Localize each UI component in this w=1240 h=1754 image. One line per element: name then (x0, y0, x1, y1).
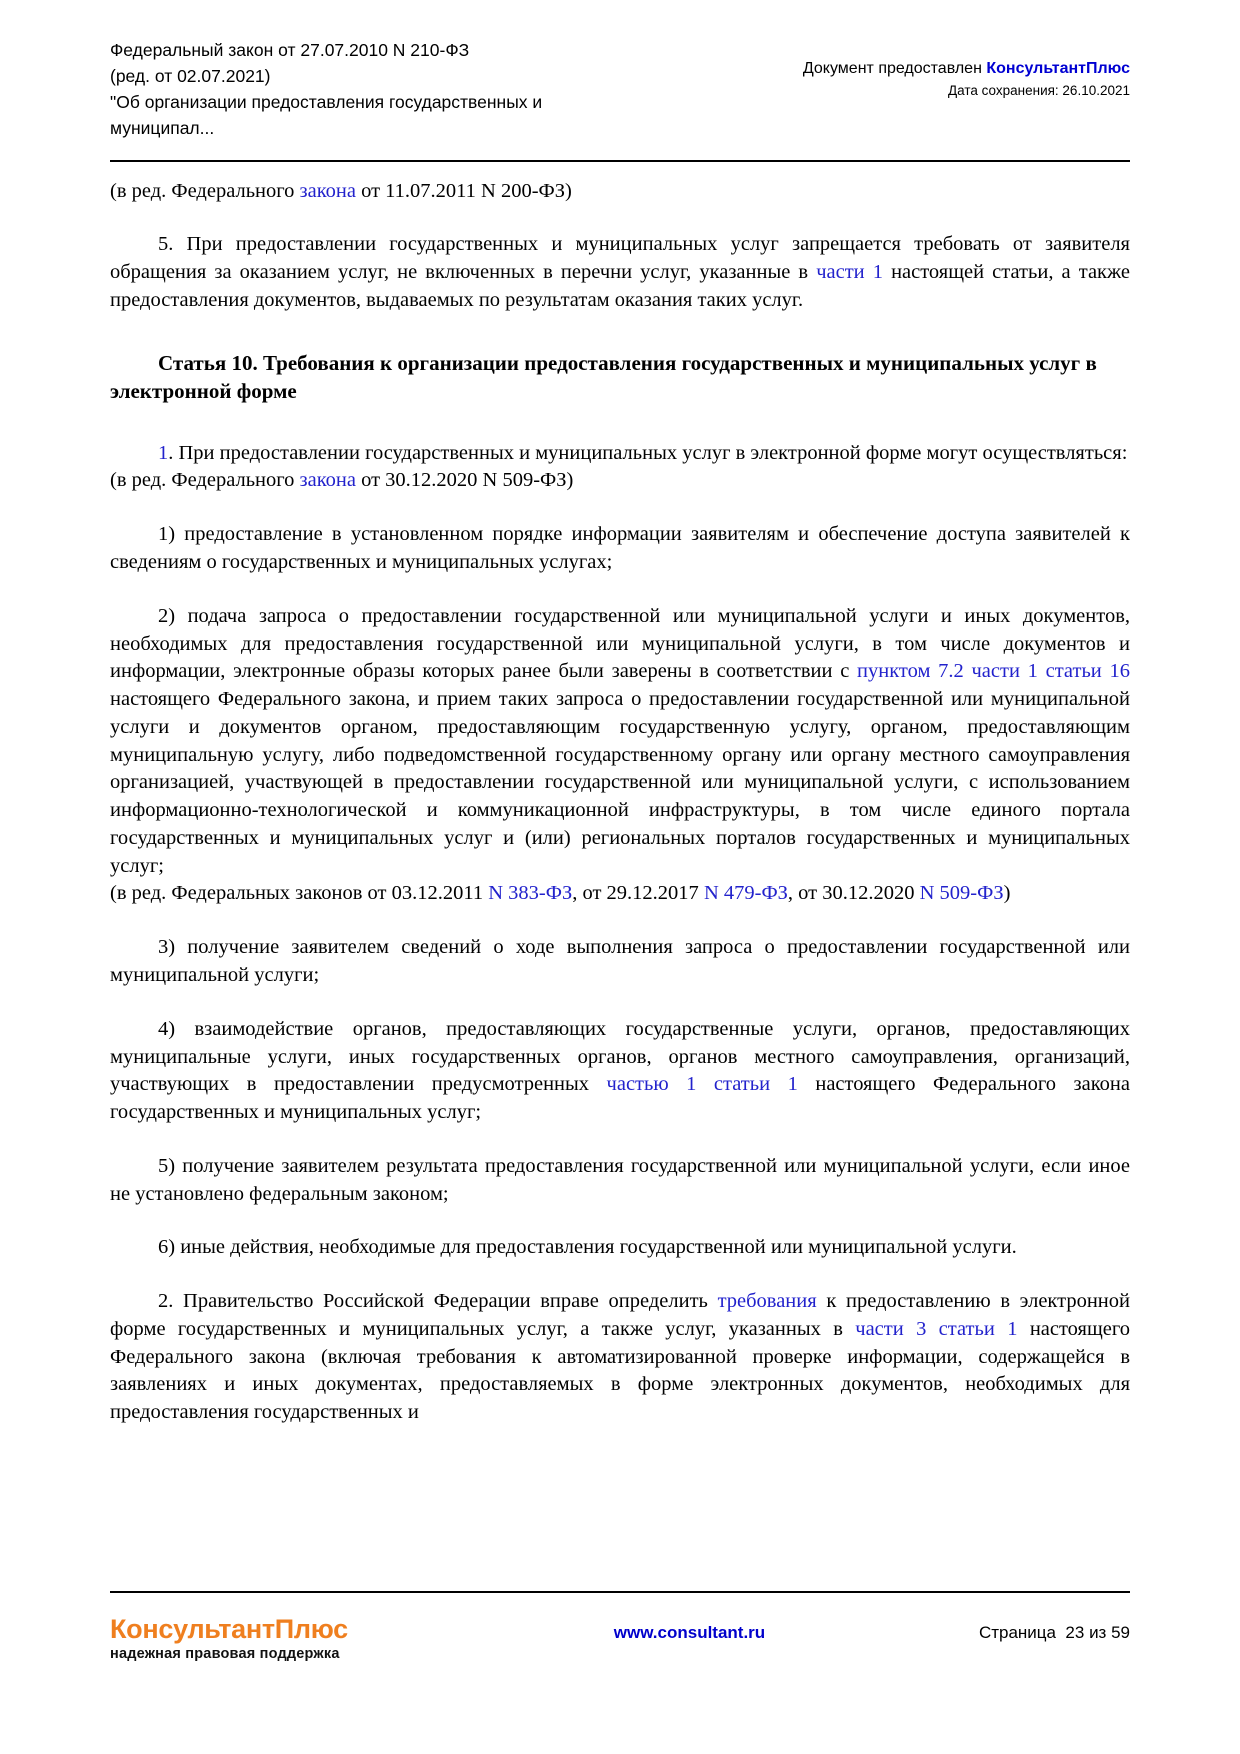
consultant-plus-brand: КонсультантПлюс (986, 60, 1130, 77)
document-title-line-4: муниципал... (110, 117, 215, 138)
document-header (110, 38, 1130, 142)
part-1-article-1-link[interactable]: частью 1 статьи 1 (606, 1073, 798, 1096)
law-link[interactable]: закона (299, 469, 356, 492)
list-item-6: 6) иные действия, необходимые для предоставления государственной или муниципальной услуги. (158, 1236, 1017, 1259)
paragraph-5-text-a: 5. При предоставлении государственных и муниципальных услуг запрещается требовать от заявителя обращения за оказанием услуг, не включенных в перечни услуг, указанные в (110, 233, 1130, 284)
header-provider-block (803, 60, 1130, 98)
list-item-1: 1) предоставление в установленном порядке информации заявителям и обеспечение доступа заявителей к сведениям о государственных и муниципальных услугах; (110, 523, 1130, 574)
law-509-link[interactable]: N 509-ФЗ (919, 882, 1004, 905)
law-479-link[interactable]: N 479-ФЗ (703, 882, 788, 905)
editorial-note-3-sep-1: , от 29.12.2017 (572, 882, 704, 905)
provided-by-prefix: Документ предоставлен (802, 60, 987, 77)
document-title-line-1: Федеральный закон от 27.07.2010 N 210-ФЗ (110, 40, 470, 60)
law-383-link[interactable]: N 383-ФЗ (488, 882, 573, 905)
editorial-note-1-prefix: (в ред. Федерального (110, 179, 300, 202)
header-divider (110, 160, 1130, 162)
consultant-plus-logo (110, 1615, 440, 1662)
clause-7-2-article-16-link[interactable]: пунктом 7.2 части 1 статьи 16 (857, 660, 1130, 683)
logo-tagline: надежная правовая поддержка (110, 1646, 340, 1662)
list-item-3: 3) получение заявителем сведений о ходе выполнения запроса о предоставлении государственной или муниципальной услуги; (110, 936, 1130, 986)
paragraph-2-text-c: настоящего Федерального закона (включая требования к автоматизированной проверке информации, содержащейся в заявлениях и иных документах, предоставляемых в форме электронных документов, необходимых для предоставления государственных и (110, 1317, 1130, 1424)
website-link[interactable]: www.consultant.ru (613, 1622, 766, 1642)
editorial-note-1 (110, 178, 1130, 206)
editorial-note-2-suffix: от 30.12.2020 N 509-ФЗ) (355, 469, 574, 492)
paragraph-5-text-b: настоящей статьи, а также предоставления документов, выдаваемых по результатам оказания таких услуг. (110, 261, 1130, 311)
paragraph-2 (110, 1288, 1130, 1427)
editorial-note-2 (110, 467, 1130, 495)
page-number: Страница 23 из 59 (978, 1622, 1130, 1642)
part-1-link[interactable]: части 1 (816, 261, 883, 284)
clause-1-link[interactable]: 1 (158, 441, 169, 464)
document-title-block (110, 38, 542, 142)
requirements-link[interactable]: требования (717, 1290, 817, 1313)
list-item-2-text-a: 2) подача запроса о предоставлении государственной или муниципальной услуги и иных документов, необходимых для предоставления государственной или муниципальной услуги, в том числе документов и информации, электронные образы которых ранее были заверены в соответствии с (110, 604, 1130, 683)
list-item-4-text-a: 4) взаимодействие органов, предоставляющих государственные услуги, органов, предоставляющих муниципальные услуги, иных государственных органов, органов местного самоуправления, организаций, участвующих в предоставлении предусмотренных (110, 1017, 1130, 1096)
saved-date: Дата сохранения: 26.10.2021 (947, 83, 1130, 98)
list-item-5: 5) получение заявителем результата предоставления государственной или муниципальной услуги, если иное не установлено федеральным законом; (110, 1154, 1130, 1205)
document-title-line-2: (ред. от 02.07.2021) (110, 65, 271, 86)
provided-by-line (803, 60, 1130, 78)
article-10-heading: Статья 10. Требования к организации предоставления государственных и муниципальных услуг в электронной форме (110, 350, 1097, 404)
list-item-2-text-b: настоящего Федерального закона, и прием таких запроса о предоставлении государственной или муниципальной услуги и документов органом, предоставляющим государственную услугу, органом, предоставляющим муниципальную услугу, либо подведомственной государственному органу или органу местного самоуправления организацией, участвующей в предоставлении государственной или муниципальной услуги, с использованием информационно-технологической и коммуникационной инфраструктуры, в том числе единого портала государственных и муниципальных услуг и (или) региональных порталов государственных и муниципальных услуг; (110, 688, 1130, 877)
list-item-4-text-b: настоящего Федерального закона государственных и муниципальных услуг; (110, 1073, 1130, 1124)
editorial-note-3-prefix: (в ред. Федеральных законов от 03.12.2011 (110, 882, 489, 905)
footer-divider (110, 1591, 1130, 1593)
editorial-note-2-prefix: (в ред. Федерального (110, 469, 300, 492)
document-title-line-3: "Об организации предоставления государственных и (110, 91, 543, 112)
paragraph-5 (110, 231, 1130, 314)
editorial-note-3-sep-2: , от 30.12.2020 (787, 882, 920, 905)
paragraph-2-text-a: 2. Правительство Российской Федерации вправе определить (158, 1290, 718, 1313)
document-body (110, 178, 1130, 1427)
law-link[interactable]: закона (299, 179, 356, 202)
part-3-article-1-link[interactable]: части 3 статьи 1 (855, 1317, 1018, 1340)
paragraph-2-text-b: к предоставлению в электронной форме государственных и муниципальных услуг, а также услуг, указанных в (110, 1290, 1130, 1340)
editorial-note-3 (110, 880, 1130, 908)
editorial-note-3-suffix: ) (1003, 882, 1011, 905)
list-item-4 (110, 1016, 1130, 1127)
paragraph-1 (110, 440, 1130, 468)
logo-wordmark: КонсультантПлюс (110, 1613, 348, 1644)
paragraph-1-text: . При предоставлении государственных и муниципальных услуг в электронной форме могут осуществляться: (168, 441, 1128, 464)
list-item-2 (110, 603, 1130, 881)
document-footer (110, 1591, 1130, 1662)
editorial-note-1-suffix: от 11.07.2011 N 200-ФЗ) (355, 179, 572, 202)
